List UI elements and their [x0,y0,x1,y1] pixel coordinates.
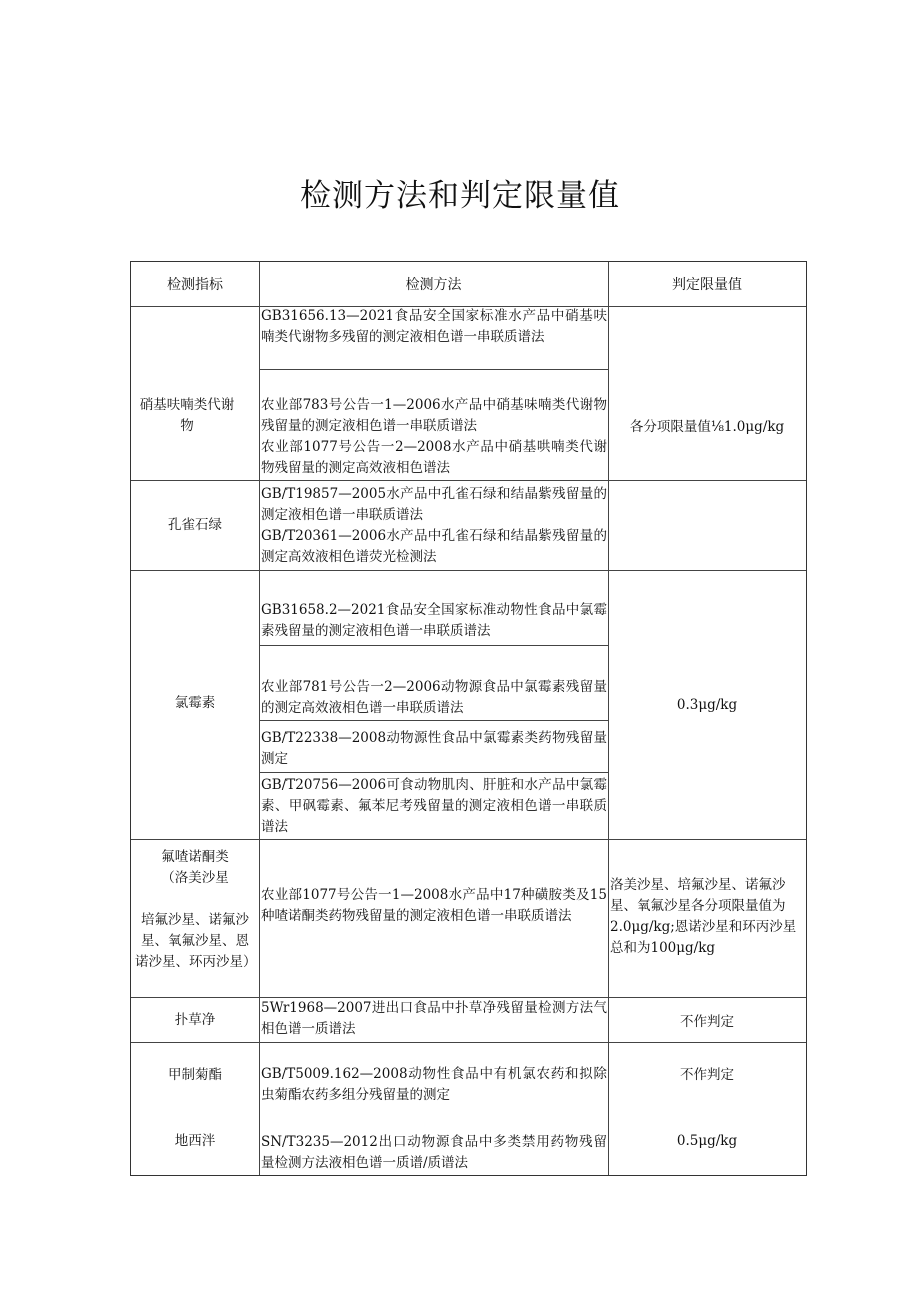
method-chloramphenicol-4: GB/T20756—2006可食动物肌肉、肝脏和水产品中氯霉素、甲砜霉素、氟苯尼考残留量的测定液相色谱一串联质谱法 [261,777,607,835]
header-limit: 判定限量值 [672,277,742,293]
method-divider [259,720,608,721]
indicator-pyrethroid: 甲制菊酯 [168,1067,222,1083]
limit-prometryn: 不作判定 [680,1014,734,1030]
row-divider [131,480,806,481]
method-nitrofuran-2: 农业部783号公告一1—2006水产品中硝基味喃类代谢物残留量的测定液相色谱一串联质谱法 [261,397,607,434]
indicator-quinolone: 氟喳诺酮类 [161,849,229,865]
indicator-malachite-green: 孔雀石绿 [168,517,222,533]
method-diazepam: SN/T3235—2012出口动物源食品中多类禁用药物残留量检测方法液相色谱一质谱/质谱法 [261,1134,607,1171]
indicator-quinolone-list: 培氟沙星、诺氟沙星、氧氟沙星、恩诺沙星、环丙沙星） [135,912,257,970]
method-divider [259,369,608,370]
method-pyrethroid: GB/T5009.162—2008动物性食品中有机氯农药和拟除虫菊酯农药多组分残留量的测定 [261,1066,607,1103]
method-chloramphenicol-3: GB/T22338—2008动物源性食品中氯霉素类药物残留量测定 [261,730,607,767]
method-malachite-1: GB/T19857—2005水产品中孔雀石绿和结晶紫残留量的测定液相色谱一串联质谱法 [261,486,607,523]
method-nitrofuran-3: 农业部1077号公告一2—2008水产品中硝基哄喃类代谢物残留量的测定高效液相色谱法 [261,439,607,476]
indicator-nitrofuran: 硝基呋喃类代谢物 [139,397,235,434]
indicator-prometryn: 扑草净 [174,1012,216,1028]
indicator-chloramphenicol: 氯霉素 [174,695,216,711]
limit-nitrofuran: 各分项限量值⅛1.0μg/kg [629,419,785,435]
method-prometryn: 5Wr1968—2007进出口食品中扑草净残留量检测方法气相色谱一质谱法 [261,1000,607,1037]
indicator-quinolone-lomefloxacin: （洛美沙星 [161,870,229,886]
limit-quinolone: 洛美沙星、培氟沙星、诺氟沙星、氧氟沙星各分项限量值为2.0μg/kg;恩诺沙星和环丙沙星总和为100μg/kg [610,877,797,956]
header-indicator: 检测指标 [167,277,223,293]
column-divider [259,262,260,1175]
page-title: 检测方法和判定限量值 [300,178,620,214]
method-divider [259,645,608,646]
limit-chloramphenicol: 0.3μg/kg [676,697,738,713]
row-divider [131,1042,806,1043]
method-chloramphenicol-1: GB31658.2—2021食品安全国家标准动物性食品中氯霉素残留量的测定液相色谱一串联质谱法 [261,602,607,639]
method-chloramphenicol-2: 农业部781号公告一2—2006动物源食品中氯霉素残留量的测定高效液相色谱一串联质谱法 [261,679,607,716]
detection-methods-table [130,261,807,1176]
limit-pyrethroid: 不作判定 [680,1067,734,1083]
method-quinolone: 农业部1077号公告一1—2008水产品中17种磺胺类及15种喳诺酮类药物残留量的测定液相色谱一串联质谱法 [261,887,607,924]
method-divider [259,772,608,773]
indicator-diazepam: 地西泮 [174,1133,216,1149]
limit-diazepam: 0.5μg/kg [676,1133,738,1149]
method-malachite-2: GB/T20361—2006水产品中孔雀石绿和结晶紫残留量的测定高效液相色谱荧光检测法 [261,528,607,565]
row-divider [131,570,806,571]
method-nitrofuran-1: GB31656.13—2021食品安全国家标准水产品中硝基呋喃类代谢物多残留的测定液相色谱一串联质谱法 [261,308,607,345]
header-method: 检测方法 [405,277,462,293]
row-divider [131,839,806,840]
